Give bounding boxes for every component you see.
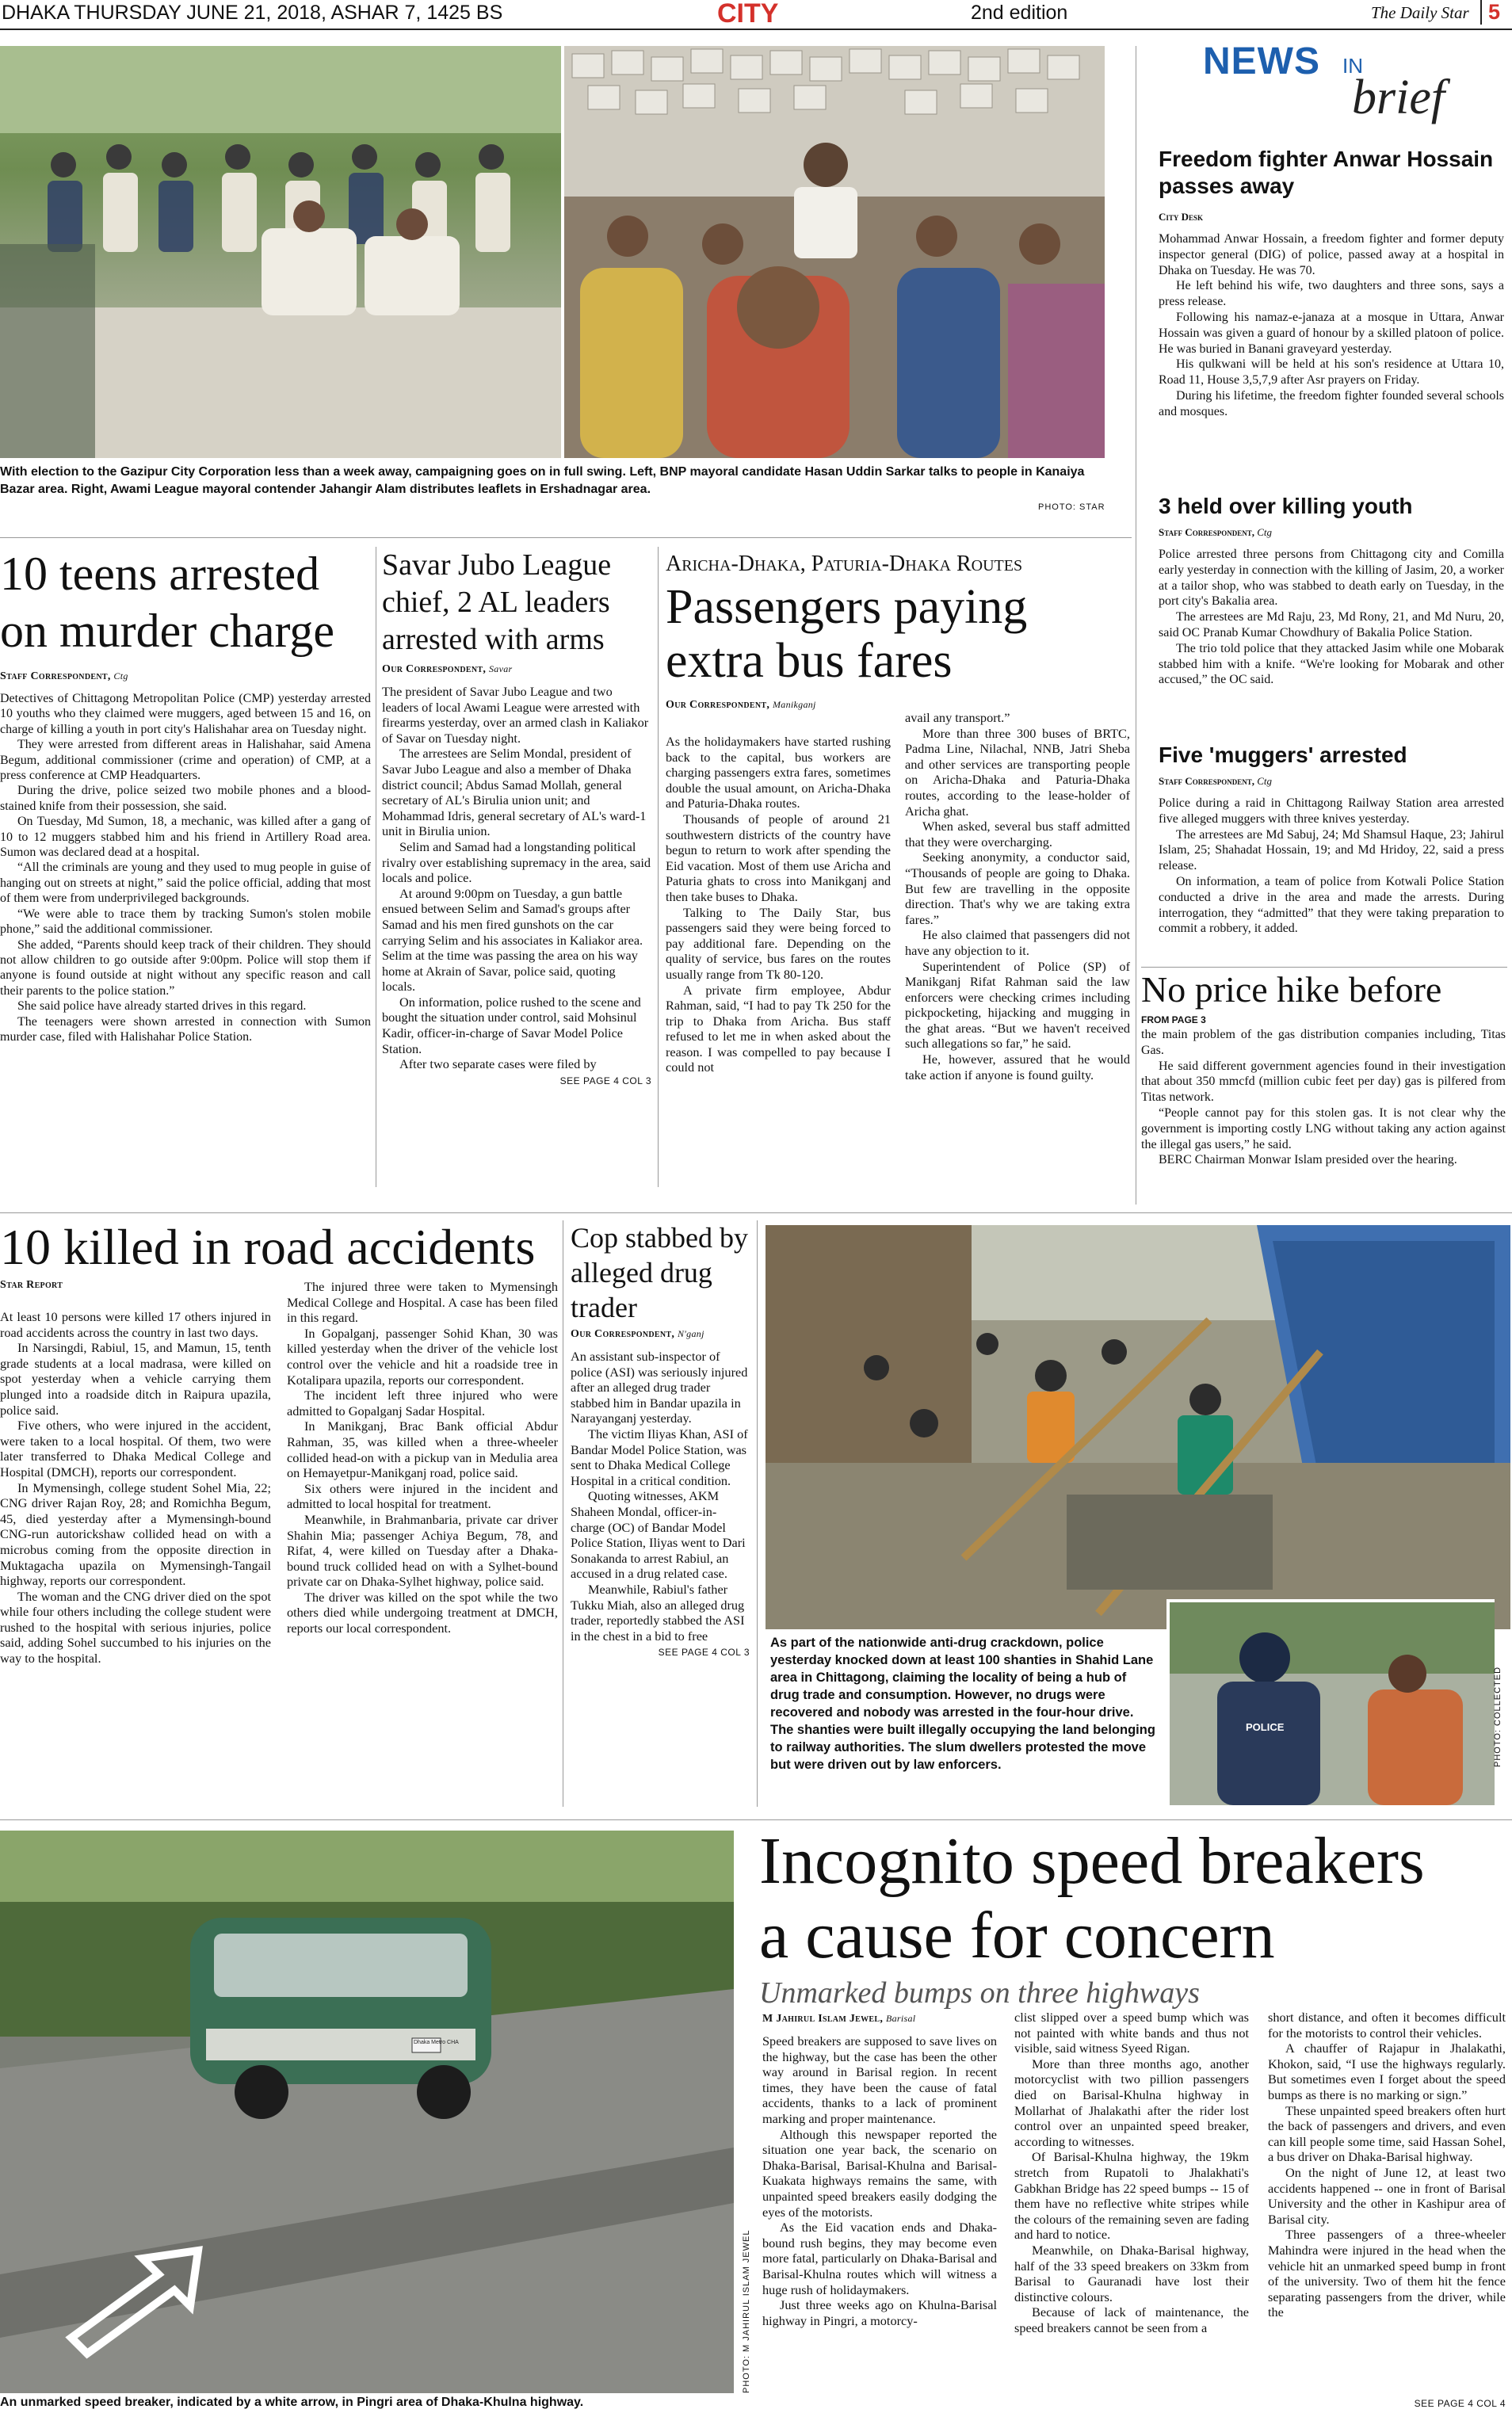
paragraph: The woman and the CNG driver died on the spot while four others including the college student were rushed to the hospital with serious injuries, police said, adding Sohel succumbed to his injuries on the way to the hospital. [0, 1588, 271, 1667]
bus-body-col2 [905, 710, 1130, 1082]
paragraph: Five others, who were injured in the accident, were taken to a local hospital. Of them, two were later transferred to Dhaka Medical College and Hospital (DMCH), reports our correspondent. [0, 1418, 271, 1479]
cop-place: N'ganj [678, 1328, 704, 1339]
paragraph: A private firm employee, Abdur Rahman, said, “I had to pay Tk 250 for the trip to Dhaka from Aricha. Bus staff refused to let me in when asked about the reason. I was compelled to pay because I could not [666, 982, 891, 1075]
nib-item-2: 3 held over killing youth Staff Correspondent, Ctg Police arrested three persons from Chittagong city and Comilla early yesterday in connection with the killing of Jasim, 20, a worker at a tailor shop, who was stabbed to death early on Tuesday, in the port city's Bakalia area. The arrestees are Md Raju, 23, Md Rony, 21, and Md Nuru, 20, said OC Pranab Kumar Chowdhury of Bakalia Police Station. The trio told police that they attacked Jasim while one Mobarak stabbed him with a knife. “We're looking for Mobarak and other accused,” the OC said. [1159, 494, 1504, 687]
paragraph: short distance, and often it becomes difficult for the motorists to control their vehicles. [1268, 2010, 1506, 2041]
paragraph: clist slipped over a speed bump which was not painted with white bands and thus not visible, said witness Syeed Rigan. [1014, 2010, 1249, 2056]
paragraph: Just three weeks ago on Khulna-Barisal highway in Pingri, a motorcy- [762, 2297, 997, 2328]
nib-item-3-byline: Staff Correspondent [1159, 775, 1252, 787]
cop-byline: Our Correspondent [571, 1328, 672, 1340]
speed-body-col1 [762, 2033, 997, 2328]
section-name: CITY [717, 0, 779, 29]
paragraph: As the Eid vacation ends and Dhaka-bound rush begins, they may become even more fatal, particularly on Dhaka-Barisal and Barisal-Khulna routes which will witness a huge rush of holidaymakers. [762, 2220, 997, 2297]
savar-place: Savar [489, 663, 513, 674]
section-divider [0, 537, 1132, 538]
paragraph: In Manikganj, Brac Bank official Abdur Rahman, 35, was killed when a three-wheeler collided head-on with a pickup van in Medulia area on Hemayetpur-Manikganj road, police said. [287, 1418, 558, 1481]
police-vest-label: POLICE [1246, 1721, 1285, 1733]
news-in-brief-title [1149, 38, 1506, 133]
speed-breaker-caption: An unmarked speed breaker, indicated by a white arrow, in Pingri area of Dhaka-Khulna highway. [0, 2396, 584, 2409]
paragraph: In Gopalganj, passenger Sohid Khan, 30 was killed yesterday when the driver of the vehicle lost control over the vehicle and hit a roadside tree in Kotalipara upazila, reports our correspondent. [287, 1325, 558, 1388]
nib-divider [1141, 967, 1507, 968]
nib-title-news: NEWS [1203, 40, 1320, 82]
paragraph: Meanwhile, on Dhaka-Barisal highway, half of the 33 speed breakers on 33km from Barisal to Gauranadi have lost their distinctive colours. [1014, 2242, 1249, 2304]
price-body [1141, 1027, 1506, 1168]
teens-place: Ctg [113, 670, 128, 682]
nib-item-2-headline: 3 held over killing youth [1159, 494, 1413, 518]
paragraph: He left behind his wife, two daughters and three sons, says a press release. [1159, 279, 1504, 309]
paragraph: Police arrested three persons from Chittagong city and Comilla early yesterday in connection with the killing of Jasim, 20, a worker at a tailor shop, who was stabbed to death early on Tuesday, in the port city's Bakalia area. [1159, 548, 1504, 609]
paragraph: The teenagers were shown arrested in connection with Sumon murder case, filed with Halishahar Police Station. [0, 1014, 371, 1044]
nib-item-1 [1159, 146, 1504, 420]
paragraph: He, however, assured that he would take action if anyone is found guilty. [905, 1052, 1130, 1082]
paragraph: He also claimed that passengers did not have any objection to it. [905, 927, 1130, 958]
nib-item-1-byline: City Desk [1159, 211, 1204, 223]
crackdown-caption: As part of the nationwide anti-drug crackdown, police yesterday knocked down at least 100 shanties in Shahid Lane area in Chittagong, claiming the locality of being a hub of drug trade and consumption. However, no drugs were recovered and nobody was arrested in the four-hour drive. The shanties were built illegally occupying the land belonging to railway authorities. The slum dwellers protested the move but were driven out by law enforcers. [770, 1636, 1155, 1772]
paragraph: At around 9:00pm on Tuesday, a gun battle ensued between Selim and Samad's groups after Samad and his men fired gunshots on the car carrying Selim and his associates in Kaliakor area. Selim at the time was passing the area on his way home at Akrain of Savar, police said, quoting locals. [382, 885, 643, 995]
teens-byline: Staff Correspondent [0, 670, 108, 682]
newspaper-logo: The Daily Star [1371, 3, 1469, 22]
paragraph: Police during a raid in Chittagong Railway Station area arrested five alleged muggers with three knives yesterday. [1159, 796, 1504, 826]
teens-body [0, 691, 371, 1044]
section-divider [0, 1819, 1512, 1820]
paragraph: His qulkwani will be held at his son's residence at Uttara 10, Road 11, House 3,5,7,9 after Asr prayers on Friday. [1159, 357, 1504, 388]
section-divider [0, 1212, 1512, 1213]
speed-byline: M Jahirul Islam Jewel [762, 2013, 880, 2025]
road-body-col2 [287, 1279, 558, 1636]
story-cop: Cop stabbed by alleged drug trader Our Correspondent, N'ganj An assistant sub-inspector of police (ASI) was seriously injured after an alleged drug trader stabbed him in Bandar upazila in Narayanganj yesterday. The victim Iliyas Khan, ASI of Bandar Model Police Station, was sent to Dhaka Medical College Hospital in a critical condition. Quoting witnesses, AKM Shaheen Mondal, officer-in-charge (OC) of Bandar Model Police Station, Iliyas went to Dari Sonakanda to arrest Rabiul, an accused in a drug related case. Meanwhile, Rabiul's father Tukku Miah, also an alleged drug trader, reportedly stabbed the ASI in the chest in a bid to free SEE PAGE 4 COL 3 [571, 1222, 750, 1659]
road-body-col1 [0, 1309, 271, 1667]
speed-place: Barisal [885, 2013, 916, 2024]
nib-item-2-body [1159, 547, 1504, 688]
nib-item-3-headline: Five 'muggers' arrested [1159, 743, 1407, 767]
paragraph: The victim Iliyas Khan, ASI of Bandar Model Police Station, was sent to Dhaka Medical College Hospital in a critical condition. [571, 1426, 748, 1488]
paragraph: In Narsingdi, Rabiul, 15, and Mamun, 15, tenth grade students at a local madrasa, were killed on spot yesterday when a vehicle carrying them plunged into a roadside ditch in Raipura upazila, police said. [0, 1340, 271, 1418]
nib-item-3-place: Ctg [1257, 775, 1273, 787]
nib-item-2-byline: Staff Correspondent [1159, 526, 1252, 538]
story-speed [759, 1824, 1512, 2011]
paragraph: Following his namaz-e-janaza at a mosque in Uttara, Anwar Hossain was given a guard of honour by a skilled platoon of police. He was buried in Banani graveyard yesterday. [1159, 310, 1504, 356]
paragraph: During the drive, police seized two mobile phones and a blood-stained knife from their possession, she said. [0, 784, 371, 813]
paragraph: “We were able to trace them by tracking Sumon's stolen mobile phone,” said the additional commissioner. [0, 907, 371, 937]
paragraph: He said different government agencies found in their investigation that about 350 mmcfd (million cubic feet per day) gas is pilfered from Titas network. [1141, 1059, 1506, 1105]
savar-jump: SEE PAGE 4 COL 3 [559, 1075, 651, 1086]
crackdown-credit: PHOTO: COLLECTED [1493, 1666, 1502, 1767]
nib-item-2-place: Ctg [1257, 526, 1273, 538]
story-savar: Savar Jubo League chief, 2 AL leaders arrested with arms Our Correspondent, Savar The president of Savar Jubo League and two leaders of local Awami League were arrested with firearms yesterday, over an armed clash in Kaliakor of Savar on Tuesday night. The arrestees are Selim Mondal, president of Savar Jubo League and also a member of Dhaka district council; Abdus Samad Mollah, general secretary of AL's Birulia union unit; and Mohammad Idris, general secretary of AL's ward-1 unit in Birulia union. Selim and Samad had a longstanding political rivalry over establishing supremacy in the area, said locals and police. At around 9:00pm on Tuesday, a gun battle ensued between Selim and Samad's groups after Samad and his men fired gunshots on the car carrying Selim and his associates in Kaliakor area. Selim at the time was passing the area on his way home at Akrain of Savar, police said, quoting locals. On information, police rushed to the scene and bought the situation under control, said Mohsinul Kadir, officer-in-charge of Savar Model Police Station. After two separate cases were filed by SEE PAGE 4 COL 3 [382, 548, 651, 1086]
speed-headline-1: Incognito speed breakers [759, 1824, 1425, 1898]
paragraph: When asked, several bus staff admitted that they were overcharging. [905, 819, 1130, 850]
paragraph: Meanwhile, in Brahmanbaria, private car driver Shahin Mia; passenger Achiya Begum, 78, and Rifat, 4, were killed on Tuesday after a Dhaka-bound truck collided head on with a Sylhet-bound private car on Dhaka-Sylhet highway, police said. [287, 1511, 558, 1590]
bus-body-col1 [666, 734, 891, 1075]
paragraph: On information, a team of police from Kotwali Police Station conducted a drive in the area and made the arrests. During interrogation, they “admitted” that they were taking preparation to commit a robbery, it added. [1159, 874, 1504, 936]
road-byline: Star Report [0, 1279, 63, 1291]
speed-byline-block: M Jahirul Islam Jewel, Barisal [762, 2013, 916, 2025]
nib-title-brief: brief [1352, 71, 1445, 124]
paragraph: A chauffer of Rajapur in Jhalakathi, Khokon, said, “I use the highways regularly. But sometimes even I forget about the speed bumps as there is no marking or sign.” [1268, 2041, 1506, 2102]
top-photo-credit: PHOTO: STAR [1038, 502, 1105, 512]
speed-headline-2: a cause for concern [759, 1899, 1275, 1972]
paragraph: In Mymensingh, college student Sohel Mia, 22; CNG driver Rajan Roy, 28; and Romichha Begum, 45, died yesterday after a Mymensingh-bound CNG-run autorickshaw collided head on with a microbus coming from the opposite direction in Muktagacha upazila on Mymensingh-Tangail highway, reports our correspondent. [0, 1479, 271, 1589]
paragraph: Seeking anonymity, a conductor said, “Thousands of people are going to Dhaka. But few are travelling in the opposite direction. That's why we are taking extra fares.” [905, 850, 1130, 927]
paragraph: Quoting witnesses, AKM Shaheen Mondal, officer-in-charge (OC) of Bandar Model Police Station, Iliyas went to Dari Sonakanda to arrest Rabiul, an accused in a drug related case. [571, 1488, 746, 1582]
paragraph: The arrestees are Md Raju, 23, Md Rony, 21, and Md Nuru, 20, said OC Pranab Kumar Chowdhury of Bakalia Police Station. [1159, 610, 1504, 640]
masthead [0, 0, 1512, 30]
paragraph: She added, “Parents should keep track of their children. They should not allow children to go outside after 9:00pm. Police will stop them if anyone is found outside at night without any specific reason and call their parents to the police station.” [0, 937, 371, 998]
paragraph: On information, police rushed to the scene and bought the situation under control, said Mohsinul Kadir, officer-in-charge of Savar Model Police Station. [382, 994, 641, 1056]
paragraph: The arrestees are Selim Mondal, president of Savar Jubo League and also a member of Dhaka district council; Abdus Samad Mollah, general secretary of AL's Birulia union unit; and Mohammad Idris, general secretary of AL's ward-1 unit in Birulia union. [382, 746, 647, 839]
teens-headline: 10 teens arrested on murder charge [0, 548, 335, 657]
paragraph: Talking to The Daily Star, bus passengers said they were being forced to pay additional fare. Depending on the quality of service, bus fares on the routes usually range from Tk 80-120. [666, 904, 891, 982]
bus-place: Manikganj [773, 699, 816, 710]
cop-jump: SEE PAGE 4 COL 3 [658, 1647, 750, 1659]
speed-subhead: Unmarked bumps on three highways [759, 1976, 1200, 2010]
paragraph: More than three 300 buses of BRTC, Padma Line, Nilachal, NNB, Jatri Sheba and other services are transporting people on Aricha-Dhaka and Paturia-Dhaka routes, according to the lease-holder of Aricha ghat. [905, 725, 1130, 819]
paragraph: These unpainted speed breakers often hurt the back of passengers and drivers, and even can kill people some time, said Hassan Sohel, a bus driver on Dhaka-Barisal highway. [1268, 2102, 1506, 2165]
price-headline: No price hike before [1141, 969, 1442, 1010]
top-photo-caption: With election to the Gazipur City Corporation less than a week away, campaigning goes on in full swing. Left, BNP mayoral candidate Hasan Uddin Sarkar talks to people in Kanaiya Bazar area. Right, Awami League mayoral contender Jahangir Alam distributes leaflets in Ershadnagar area. [0, 465, 1085, 496]
campaign-photo-left [0, 46, 561, 458]
bus-headline: Passengers paying extra bus fares [666, 580, 1028, 688]
paragraph: Thousands of people of around 21 southwestern districts of the country have begun to return to work after spending the Eid vacation. Most of them use Aricha and Paturia ghats to cross into Manikganj and then take buses to Dhaka. [666, 811, 891, 904]
column-rule [757, 1220, 758, 1807]
savar-body [382, 684, 651, 1072]
paragraph: Speed breakers are supposed to save lives on the highway, but the case has been the other way around in Barisal region. In recent times, they have been the cause of fatal accidents, thanks to a lack of prominent marking and proper maintenance. [762, 2033, 997, 2126]
savar-byline: Our Correspondent [382, 663, 483, 675]
paragraph: “People cannot pay for this stolen gas. It is not clear why the government is importing costly LNG without taking any action against the illegal gas users,” he said. [1141, 1105, 1506, 1151]
nib-item-1-headline: Freedom fighter Anwar Hossain passes away [1159, 147, 1494, 198]
road-headline: 10 killed in road accidents [0, 1219, 536, 1275]
story-teens: 10 teens arrested on murder charge Staff Correspondent, Ctg Detectives of Chittagong Metropolitan Police (CMP) yesterday arrested 10 youths who they claimed were muggers, aged between 15 and 16, on charge of killing a youth in port city's Halishahar area on Tuesday night. They were arrested from different areas in Halishahar, said Amena Begum, additional commissioner (crime and operation) of CMP, at a press conference at CMP Headquarters. During the drive, police seized two mobile phones and a blood-stained knife from their possession, she said. On Tuesday, Md Sumon, 18, a mechanic, was killed after a gang of 10 to 12 muggers stabbed him and his friend in Artillery Road area. Sumon was declared dead at a hospital. “All the criminals are young and they used to mug people in guise of hanging out on streets at night,” said the police official, adding that most of them were from underprivileged backgrounds. “We were able to trace them by tracking Sumon's stolen mobile phone,” said the additional commissioner. She added, “Parents should keep track of their children. They should not allow children to go outside after 9:00pm. Police will stop them if anyone is found outside at night without any specific reason and call their parents to the police station.” She said police have already started drives in this regard. The teenagers were shown arrested in connection with Sumon murder case, filed with Halishahar Police Station. [0, 545, 371, 1044]
paragraph: Detectives of Chittagong Metropolitan Police (CMP) yesterday arrested 10 youths who they claimed were muggers, aged between 15 and 16, on charge of killing a youth in port city's Halishahar area on Tuesday night. [0, 692, 371, 736]
cop-body [571, 1349, 750, 1644]
dateline: DHAKA THURSDAY JUNE 21, 2018, ASHAR 7, 1425 BS [2, 2, 503, 24]
speed-breaker-photo [0, 1831, 734, 2393]
paragraph: Three passengers of a three-wheeler Mahindra were injured in the head when the vehicle hit an unmarked speed bump in front of the university. Two of them hit the fence separating passengers from the driver, while the [1268, 2227, 1506, 2320]
campaign-photo-right [564, 46, 1105, 458]
paragraph: Mohammad Anwar Hossain, a freedom fighter and former deputy inspector general (DIG) of police, passed away at a hospital in Dhaka on Tuesday. He was 70. [1159, 232, 1504, 277]
nib-item-3: Five 'muggers' arrested Staff Correspondent, Ctg Police during a raid in Chittagong Railway Station area arrested five alleged muggers with three knives yesterday. The arrestees are Md Sabuj, 24; Md Shamsul Haque, 23; Jahirul Islam, 25; Shahadat Hossain, 19; and Md Hridoy, 22, said a press release. On information, a team of police from Kotwali Police Station conducted a drive in the area and made the arrests. During interrogation, they “admitted” that they were taking preparation to commit a robbery, it added. [1159, 743, 1504, 936]
nib-item-3-body [1159, 796, 1504, 937]
paragraph: The arrestees are Md Sabuj, 24; Md Shamsul Haque, 23; Jahirul Islam, 25; Shahadat Hossain, 19; and Md Hridoy, 22, said a press release. [1159, 827, 1504, 873]
paragraph: She said police have already started drives in this regard. [17, 999, 307, 1014]
paragraph: On the night of June 12, at least two accidents happened -- one in front of Barisal University and the other in Kashipur area of Barisal city. [1268, 2164, 1506, 2227]
paragraph: Meanwhile, Rabiul's father Tukku Miah, also an alleged drug trader, reportedly stabbed the ASI in the chest in a bid to free [571, 1581, 745, 1644]
paragraph: Because of lack of maintenance, the speed breakers cannot be seen from a [1014, 2304, 1249, 2335]
paragraph: BERC Chairman Monwar Islam presided over the hearing. [1159, 1153, 1457, 1167]
paragraph: The driver was killed on the spot while the two others died while undergoing treatment at DMCH, reports our local correspondent. [287, 1589, 558, 1636]
speed-body-col3 [1268, 2010, 1506, 2320]
savar-headline: Savar Jubo League chief, 2 AL leaders arrested with arms [382, 548, 612, 656]
paragraph: Six others were injured in the incident and admitted to local hospital for treatment. [287, 1480, 558, 1512]
paragraph: During his lifetime, the freedom fighter founded several schools and mosques. [1159, 388, 1504, 418]
paragraph: An assistant sub-inspector of police (ASI) was seriously injured after an alleged drug trader stabbed him in Bandar upazila in Narayanganj yesterday. [571, 1349, 748, 1426]
story-price-hike [1141, 968, 1506, 1168]
crackdown-inset-photo [1166, 1599, 1495, 1805]
price-from-label: FROM PAGE 3 [1141, 1014, 1206, 1025]
crackdown-photo [766, 1225, 1510, 1629]
paragraph: “All the criminals are young and they used to mug people in guise of hanging out on streets at night,” said the police official, adding that most of them were from underprivileged backgrounds. [0, 861, 371, 906]
paragraph: The injured three were taken to Mymensingh Medical College and Hospital. A case has been filed in this regard. [287, 1279, 558, 1326]
speed-body-col2 [1014, 2010, 1249, 2335]
bus-byline: Our Correspondent [666, 699, 767, 711]
paragraph: Although this newspaper reported the situation one year back, the scenario on Dhaka-Barisal, Barisal-Khulna and Barisal-Kuakata highways remains the same, with unpainted speed breakers easily dodging the eyes of the motorists. [762, 2126, 997, 2220]
paragraph: avail any transport.” [905, 710, 1010, 725]
column-rule [658, 547, 659, 1187]
edition-label: 2nd edition [971, 2, 1068, 24]
paragraph: They were arrested from different areas in Halishahar, said Amena Begum, additional commissioner (crime and operation) of CMP, at a press conference at CMP Headquarters. [0, 738, 371, 783]
paragraph: As the holidaymakers have started rushing back to the capital, bus workers are charging passengers extra fares, sometimes double the usual amount, on Aricha-Dhaka and Paturia-Dhaka routes. [666, 734, 891, 811]
speed-breaker-credit: PHOTO: M JAHIRUL ISLAM JEWEL [742, 2229, 751, 2393]
page-number: 5 [1480, 0, 1500, 25]
paragraph: The president of Savar Jubo League and two leaders of local Awami League were arrested with firearms yesterday, over an armed clash in Kaliakor of Savar on Tuesday night. [382, 684, 649, 746]
paragraph: At least 10 persons were killed 17 others injured in road accidents across the country in last two days. [0, 1309, 271, 1340]
paragraph: The trio told police that they attacked Jasim while one Mobarak stabbed him with a knife. “We're looking for Mobarak and other accused,” the OC said. [1159, 641, 1504, 687]
paragraph: the main problem of the gas distribution companies including, Titas Gas. [1141, 1028, 1506, 1057]
vehicle-plate: Dhaka Metro CHA [414, 2040, 459, 2045]
paragraph: More than three months ago, another motorcyclist with two pillion passengers died on Barisal-Khulna highway in Mollarhat of Jhalakathi after the rider lost control over an unpainted speed breaker, according to witnesses. [1014, 2056, 1249, 2149]
nib-title-in: IN [1342, 54, 1363, 78]
paragraph: After two separate cases were filed by [399, 1056, 597, 1072]
paragraph: Selim and Samad had a longstanding political rivalry over establishing supremacy in the area, said locals and police. [382, 838, 651, 886]
cop-headline: Cop stabbed by alleged drug trader [571, 1222, 748, 1323]
speed-jump: SEE PAGE 4 COL 4 [1414, 2398, 1506, 2409]
paragraph: On Tuesday, Md Sumon, 18, a mechanic, was killed after a gang of 10 to 12 muggers stabbed him and his friend in Artillery Road area. Sumon was declared dead at a hospital. [0, 815, 371, 860]
nib-item-1-body [1159, 231, 1504, 420]
paragraph: Superintendent of Police (SP) of Manikganj Rifat Rahman said the law enforcers were checking crimes including pickpocketing, hijacking and mugging in the ghat areas. “But we haven't received such allegations so far,” he said. [905, 958, 1130, 1052]
paragraph: Of Barisal-Khulna highway, the 19km stretch from Rupatoli to Jhalakhati's Gabkhan Bridge has 22 speed bumps -- 15 of them have no reflective white stripes while the colours of the remaining seven are fading and hard to notice. [1014, 2149, 1249, 2243]
story-bus: Aricha-Dhaka, Paturia-Dhaka Routes Passengers paying extra bus fares Our Correspondent, Manikganj [666, 552, 1133, 712]
paragraph: The incident left three injured who were admitted to Gopalganj Sadar Hospital. [287, 1388, 558, 1418]
bus-kicker: Aricha-Dhaka, Paturia-Dhaka Routes [666, 552, 1023, 576]
